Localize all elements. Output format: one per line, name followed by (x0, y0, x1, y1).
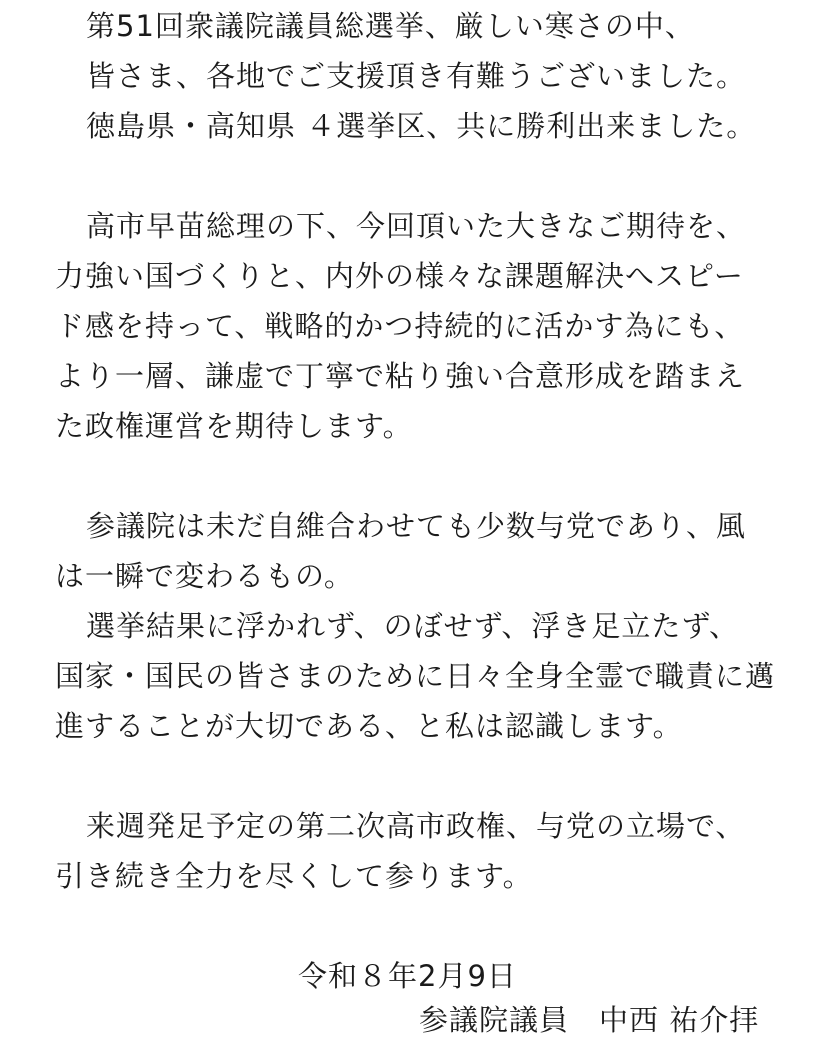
letter-line: 皆さま、各地でご支援頂き有難うございました。 (86, 59, 747, 93)
letter-line: ド感を持って、戦略的かつ持続的に活かす為にも、 (55, 309, 745, 343)
letter-line: た政権運営を期待します。 (55, 409, 413, 443)
letter-line: は一瞬で変わるもの。 (55, 559, 354, 593)
letter-line: 進することが大切である、と私は認識します。 (55, 709, 683, 743)
letter-line: 力強い国づくりと、内外の様々な課題解決へスピー (55, 259, 744, 293)
letter-line: 参議院は未だ自維合わせても少数与党であり、風 (86, 509, 747, 543)
letter-signature: 参議院議員 中西 祐介拝 (419, 1003, 760, 1037)
letter-date: 令和８年2月9日 (298, 959, 517, 993)
letter-line: 国家・国民の皆さまのために日々全身全霊で職責に邁 (55, 659, 776, 693)
letter-line: 徳島県・高知県 ４選挙区、共に勝利出来ました。 (86, 109, 757, 143)
letter-line: より一層、謙虚で丁寧で粘り強い合意形成を踏まえ (55, 359, 746, 393)
letter-line: 第51回衆議院議員総選挙、厳しい寒さの中、 (86, 9, 695, 43)
letter-line: 引き続き全力を尽くして参ります。 (55, 859, 533, 893)
letter-line: 選挙結果に浮かれず、のぼせず、浮き足立たず、 (86, 609, 740, 643)
letter-line: 来週発足予定の第二次高市政権、与党の立場で、 (86, 809, 746, 843)
letter-line: 高市早苗総理の下、今回頂いた大きなご期待を、 (86, 209, 747, 243)
